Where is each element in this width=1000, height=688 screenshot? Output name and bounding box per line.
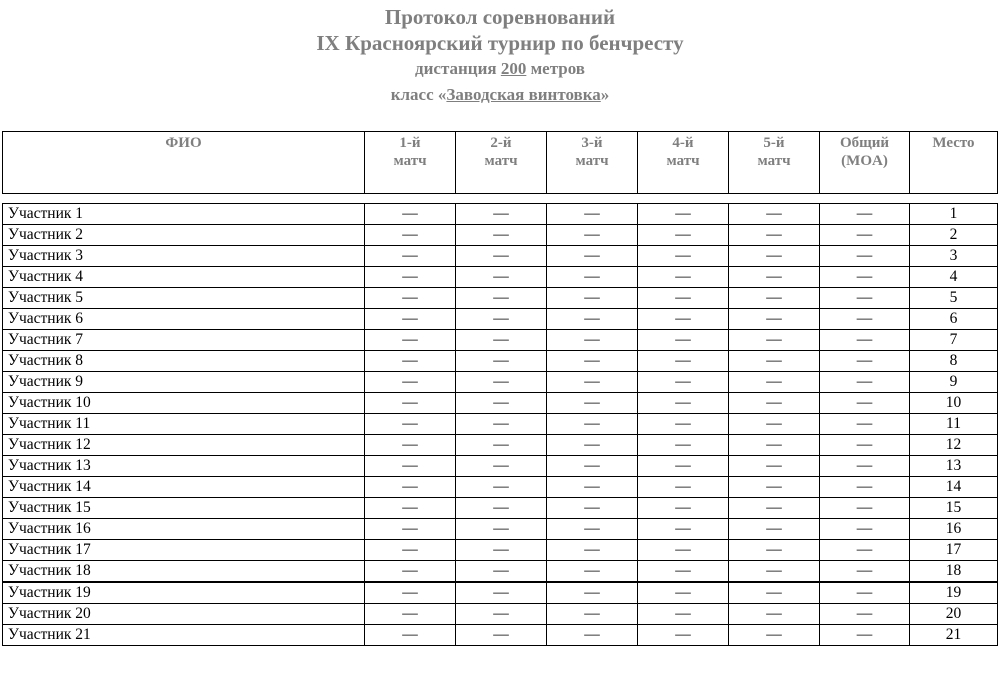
match-1-cell: —	[365, 519, 456, 540]
match-4-cell: —	[638, 372, 729, 393]
match-4-cell: —	[638, 519, 729, 540]
match-3-cell: —	[547, 225, 638, 246]
athlete-name-cell: Участник 4	[3, 267, 365, 288]
match-4-cell: —	[638, 204, 729, 225]
match-2-cell: —	[456, 246, 547, 267]
place-cell: 10	[910, 393, 998, 414]
match-5-cell: —	[729, 330, 820, 351]
table-row	[3, 561, 998, 583]
athlete-name-cell: Участник 20	[3, 604, 365, 625]
column-header-line2: (MOA)	[841, 153, 888, 169]
table-row	[3, 246, 998, 267]
match-1-cell: —	[365, 604, 456, 625]
match-3-cell: —	[547, 288, 638, 309]
match-3-cell: —	[547, 604, 638, 625]
class-value: Заводская винтовка	[446, 85, 601, 104]
overall-moa-cell: —	[820, 372, 910, 393]
place-cell: 14	[910, 477, 998, 498]
table-row	[3, 204, 998, 225]
match-5-cell: —	[729, 456, 820, 477]
match-4-cell: —	[638, 604, 729, 625]
match-5-cell: —	[729, 204, 820, 225]
match-2-cell: —	[456, 414, 547, 435]
athlete-name-cell: Участник 15	[3, 498, 365, 519]
column-header-line1: 5-й	[763, 135, 785, 151]
overall-moa-cell: —	[820, 330, 910, 351]
match-1-cell: —	[365, 582, 456, 604]
results-table	[2, 131, 998, 646]
place-cell: 8	[910, 351, 998, 372]
overall-moa-cell: —	[820, 561, 910, 583]
column-header-line1: 3-й	[581, 135, 603, 151]
class-line	[0, 82, 1000, 108]
column-header-line2: матч	[757, 153, 791, 169]
match-2-cell: —	[456, 288, 547, 309]
place-cell: 20	[910, 604, 998, 625]
match-1-cell: —	[365, 330, 456, 351]
overall-moa-cell: —	[820, 246, 910, 267]
place-cell: 9	[910, 372, 998, 393]
match-3-cell: —	[547, 519, 638, 540]
column-header-4	[547, 132, 638, 194]
column-header-line2: матч	[393, 153, 427, 169]
match-4-cell: —	[638, 309, 729, 330]
match-2-cell: —	[456, 477, 547, 498]
table-row	[3, 414, 998, 435]
match-3-cell: —	[547, 477, 638, 498]
overall-moa-cell: —	[820, 498, 910, 519]
match-2-cell: —	[456, 456, 547, 477]
match-5-cell: —	[729, 309, 820, 330]
column-header-line2: матч	[666, 153, 700, 169]
table-row	[3, 435, 998, 456]
match-1-cell: —	[365, 498, 456, 519]
match-1-cell: —	[365, 288, 456, 309]
match-5-cell: —	[729, 288, 820, 309]
protocol-heading	[0, 4, 1000, 108]
overall-moa-cell: —	[820, 204, 910, 225]
place-cell: 16	[910, 519, 998, 540]
match-5-cell: —	[729, 267, 820, 288]
match-2-cell: —	[456, 435, 547, 456]
class-suffix: »	[600, 85, 610, 104]
athlete-name-cell: Участник 17	[3, 540, 365, 561]
match-3-cell: —	[547, 456, 638, 477]
match-1-cell: —	[365, 267, 456, 288]
overall-moa-cell: —	[820, 351, 910, 372]
table-row	[3, 372, 998, 393]
match-1-cell: —	[365, 435, 456, 456]
match-4-cell: —	[638, 477, 729, 498]
athlete-name-cell: Участник 2	[3, 225, 365, 246]
place-cell: 15	[910, 498, 998, 519]
athlete-name-cell: Участник 19	[3, 582, 365, 604]
table-row	[3, 225, 998, 246]
athlete-name-cell: Участник 13	[3, 456, 365, 477]
table-row	[3, 267, 998, 288]
athlete-name-cell: Участник 10	[3, 393, 365, 414]
match-2-cell: —	[456, 372, 547, 393]
table-row	[3, 519, 998, 540]
athlete-name-cell: Участник 21	[3, 625, 365, 646]
table-row	[3, 309, 998, 330]
distance-suffix: метров	[526, 59, 585, 78]
match-5-cell: —	[729, 498, 820, 519]
athlete-name-cell: Участник 5	[3, 288, 365, 309]
match-3-cell: —	[547, 498, 638, 519]
distance-line	[0, 56, 1000, 82]
match-4-cell: —	[638, 625, 729, 646]
results-table-body	[3, 194, 998, 646]
column-header-7	[820, 132, 910, 194]
match-1-cell: —	[365, 561, 456, 583]
place-cell: 13	[910, 456, 998, 477]
athlete-name-cell: Участник 14	[3, 477, 365, 498]
place-cell: 3	[910, 246, 998, 267]
match-4-cell: —	[638, 351, 729, 372]
place-cell: 12	[910, 435, 998, 456]
overall-moa-cell: —	[820, 477, 910, 498]
overall-moa-cell: —	[820, 414, 910, 435]
table-row	[3, 625, 998, 646]
match-4-cell: —	[638, 561, 729, 583]
match-1-cell: —	[365, 540, 456, 561]
match-4-cell: —	[638, 456, 729, 477]
match-1-cell: —	[365, 225, 456, 246]
match-1-cell: —	[365, 309, 456, 330]
column-header-line1: 1-й	[399, 135, 421, 151]
header-gap-cell	[3, 194, 998, 204]
place-cell: 2	[910, 225, 998, 246]
match-3-cell: —	[547, 204, 638, 225]
match-2-cell: —	[456, 351, 547, 372]
match-3-cell: —	[547, 309, 638, 330]
overall-moa-cell: —	[820, 582, 910, 604]
column-header-6	[729, 132, 820, 194]
match-4-cell: —	[638, 414, 729, 435]
class-prefix: класс «	[390, 85, 447, 104]
athlete-name-cell: Участник 16	[3, 519, 365, 540]
match-2-cell: —	[456, 393, 547, 414]
match-3-cell: —	[547, 540, 638, 561]
match-3-cell: —	[547, 561, 638, 583]
document-title: Протокол соревнований	[384, 5, 616, 29]
athlete-name-cell: Участник 8	[3, 351, 365, 372]
match-4-cell: —	[638, 498, 729, 519]
table-row	[3, 540, 998, 561]
overall-moa-cell: —	[820, 456, 910, 477]
match-4-cell: —	[638, 330, 729, 351]
match-1-cell: —	[365, 246, 456, 267]
match-3-cell: —	[547, 351, 638, 372]
match-4-cell: —	[638, 288, 729, 309]
place-cell: 11	[910, 414, 998, 435]
match-4-cell: —	[638, 582, 729, 604]
overall-moa-cell: —	[820, 604, 910, 625]
match-5-cell: —	[729, 351, 820, 372]
match-2-cell: —	[456, 309, 547, 330]
match-2-cell: —	[456, 330, 547, 351]
table-row	[3, 456, 998, 477]
match-1-cell: —	[365, 372, 456, 393]
column-header-3	[456, 132, 547, 194]
place-cell: 7	[910, 330, 998, 351]
match-1-cell: —	[365, 456, 456, 477]
match-4-cell: —	[638, 267, 729, 288]
match-5-cell: —	[729, 625, 820, 646]
match-2-cell: —	[456, 267, 547, 288]
results-table-header	[3, 132, 998, 194]
match-2-cell: —	[456, 225, 547, 246]
table-row	[3, 288, 998, 309]
match-1-cell: —	[365, 393, 456, 414]
column-header-line1: 2-й	[490, 135, 512, 151]
place-cell: 4	[910, 267, 998, 288]
overall-moa-cell: —	[820, 225, 910, 246]
place-cell: 21	[910, 625, 998, 646]
match-5-cell: —	[729, 372, 820, 393]
table-row	[3, 351, 998, 372]
match-2-cell: —	[456, 519, 547, 540]
tournament-name: IX Красноярский турнир по бенчресту	[316, 31, 684, 55]
overall-moa-cell: —	[820, 519, 910, 540]
match-5-cell: —	[729, 519, 820, 540]
athlete-name-cell: Участник 11	[3, 414, 365, 435]
match-3-cell: —	[547, 625, 638, 646]
column-header-line1: ФИО	[165, 135, 202, 151]
match-3-cell: —	[547, 393, 638, 414]
column-header-5	[638, 132, 729, 194]
match-5-cell: —	[729, 246, 820, 267]
match-2-cell: —	[456, 204, 547, 225]
table-row	[3, 498, 998, 519]
match-3-cell: —	[547, 372, 638, 393]
table-row	[3, 330, 998, 351]
match-2-cell: —	[456, 561, 547, 583]
match-5-cell: —	[729, 393, 820, 414]
match-3-cell: —	[547, 267, 638, 288]
match-4-cell: —	[638, 435, 729, 456]
match-1-cell: —	[365, 414, 456, 435]
match-1-cell: —	[365, 204, 456, 225]
overall-moa-cell: —	[820, 309, 910, 330]
place-cell: 18	[910, 561, 998, 583]
overall-moa-cell: —	[820, 267, 910, 288]
match-3-cell: —	[547, 330, 638, 351]
overall-moa-cell: —	[820, 540, 910, 561]
table-row	[3, 393, 998, 414]
column-header-line1: Общий	[839, 135, 890, 151]
match-5-cell: —	[729, 582, 820, 604]
match-5-cell: —	[729, 561, 820, 583]
column-header-line1: Место	[932, 135, 975, 151]
distance-prefix: дистанция	[415, 59, 501, 78]
overall-moa-cell: —	[820, 288, 910, 309]
overall-moa-cell: —	[820, 435, 910, 456]
column-header-2	[365, 132, 456, 194]
match-4-cell: —	[638, 540, 729, 561]
header-gap	[3, 194, 998, 204]
match-3-cell: —	[547, 246, 638, 267]
match-2-cell: —	[456, 582, 547, 604]
athlete-name-cell: Участник 6	[3, 309, 365, 330]
table-row	[3, 604, 998, 625]
distance-value: 200	[500, 59, 527, 78]
column-header-8	[910, 132, 998, 194]
overall-moa-cell: —	[820, 393, 910, 414]
match-5-cell: —	[729, 477, 820, 498]
place-cell: 6	[910, 309, 998, 330]
athlete-name-cell: Участник 9	[3, 372, 365, 393]
column-header-line2: матч	[575, 153, 609, 169]
athlete-name-cell: Участник 18	[3, 561, 365, 583]
match-1-cell: —	[365, 351, 456, 372]
match-5-cell: —	[729, 225, 820, 246]
athlete-name-cell: Участник 7	[3, 330, 365, 351]
overall-moa-cell: —	[820, 625, 910, 646]
match-1-cell: —	[365, 625, 456, 646]
place-cell: 17	[910, 540, 998, 561]
match-1-cell: —	[365, 477, 456, 498]
athlete-name-cell: Участник 3	[3, 246, 365, 267]
match-5-cell: —	[729, 414, 820, 435]
place-cell: 1	[910, 204, 998, 225]
column-header-line1: 4-й	[672, 135, 694, 151]
table-row	[3, 477, 998, 498]
match-3-cell: —	[547, 435, 638, 456]
match-5-cell: —	[729, 540, 820, 561]
table-row	[3, 582, 998, 604]
match-4-cell: —	[638, 225, 729, 246]
match-2-cell: —	[456, 625, 547, 646]
match-2-cell: —	[456, 498, 547, 519]
match-2-cell: —	[456, 604, 547, 625]
place-cell: 19	[910, 582, 998, 604]
athlete-name-cell: Участник 12	[3, 435, 365, 456]
match-5-cell: —	[729, 435, 820, 456]
place-cell: 5	[910, 288, 998, 309]
athlete-name-cell: Участник 1	[3, 204, 365, 225]
match-4-cell: —	[638, 246, 729, 267]
match-5-cell: —	[729, 604, 820, 625]
column-header-line2: матч	[484, 153, 518, 169]
match-3-cell: —	[547, 414, 638, 435]
match-2-cell: —	[456, 540, 547, 561]
header-row	[3, 132, 998, 194]
match-4-cell: —	[638, 393, 729, 414]
match-3-cell: —	[547, 582, 638, 604]
column-header-1	[3, 132, 365, 194]
